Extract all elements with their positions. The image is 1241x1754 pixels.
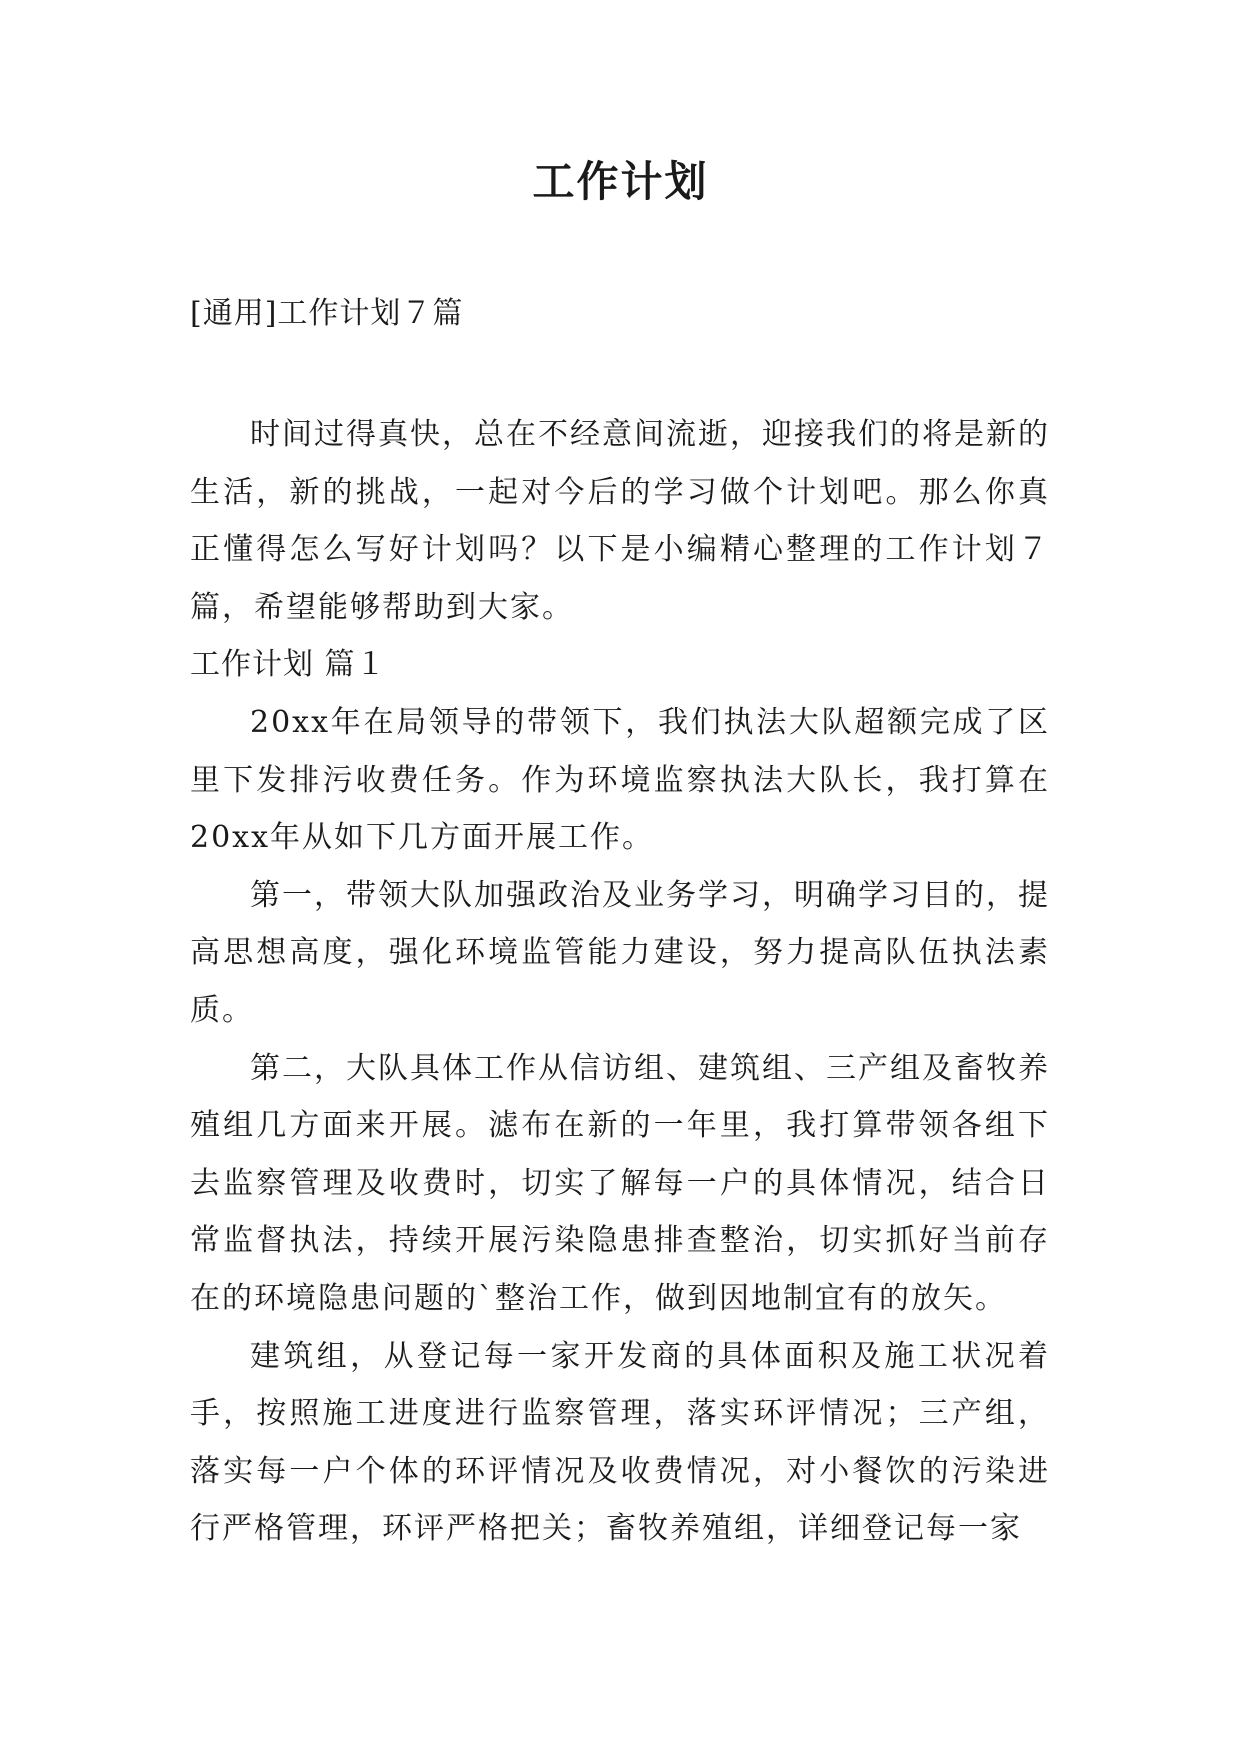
body-paragraph: 建筑组，从登记每一家开发商的具体面积及施工状况着手，按照施工进度进行监察管理，落实环评情况；三产组，落实每一户个体的环评情况及收费情况，对小餐饮的污染进行严格管理，环评严格把关；畜牧养殖组，详细登记每一家 bbox=[190, 1338, 1050, 1547]
document-body bbox=[190, 406, 1050, 1558]
body-paragraph: 第二，大队具体工作从信访组、建筑组、三产组及畜牧养殖组几方面来开展。滤布在新的一年里，我打算带领各组下去监察管理及收费时，切实了解每一户的具体情况，结合日常监督执法，持续开展污染隐患排查整治，切实抓好当前存在的环境隐患问题的`整治工作，做到因地制宜有的放矢。 bbox=[190, 1050, 1050, 1316]
intro-paragraph: 时间过得真快，总在不经意间流逝，迎接我们的将是新的生活，新的挑战，一起对今后的学习做个计划吧。那么你真正懂得怎么写好计划吗？以下是小编精心整理的工作计划７篇，希望能够帮助到大家。 bbox=[190, 417, 1050, 625]
document-title: 工作计划 bbox=[532, 157, 709, 206]
body-paragraph: 20xx年在局领导的带领下，我们执法大队超额完成了区里下发排污收费任务。作为环境监察执法大队长，我打算在20xx年从如下几方面开展工作。 bbox=[190, 704, 1050, 856]
body-paragraph: 第一，带领大队加强政治及业务学习，明确学习目的，提高思想高度，强化环境监管能力建设，努力提高队伍执法素质。 bbox=[190, 877, 1050, 1028]
section-heading: 工作计划 篇１ bbox=[190, 647, 387, 683]
document-subtitle: [通用]工作计划７篇 bbox=[190, 296, 464, 331]
